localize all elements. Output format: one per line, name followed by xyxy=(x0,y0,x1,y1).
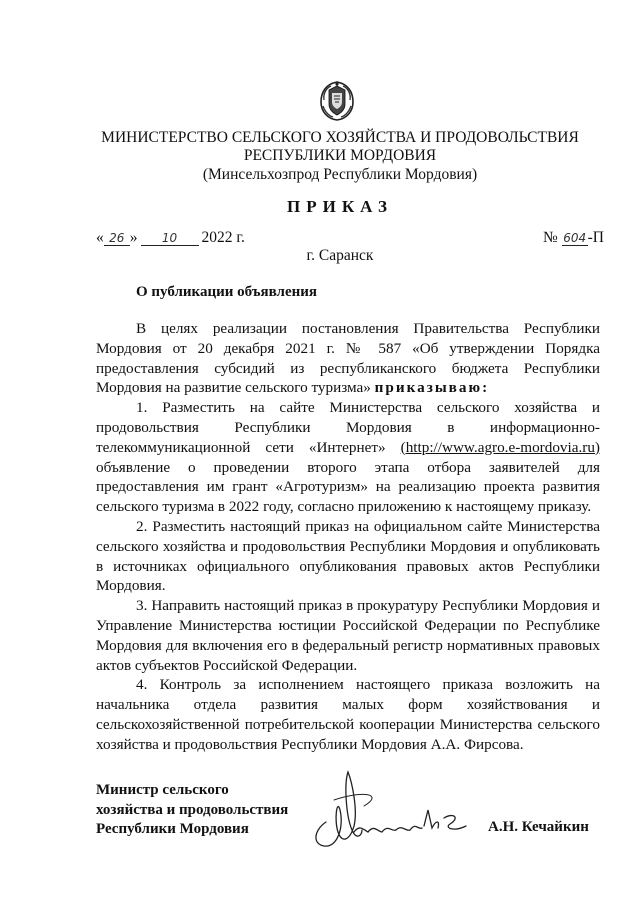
document-city: г. Саранск xyxy=(306,247,374,264)
signatory-title-line1: Министр сельского xyxy=(96,782,229,798)
signatory-title-line2: хозяйства и продовольствия xyxy=(96,801,289,818)
handwritten-number: 604 xyxy=(563,231,587,245)
preamble-text: В целях реализации постановления Правительства Республики Мордовия от 20 декабря 2021 г. № 587 «Об утверждении Порядка предоставления субсидий из республиканского бюджета Республики Мордовия на развитие сельского туризма» xyxy=(96,320,600,397)
document-body xyxy=(96,319,600,755)
item-1-text-a: 1. Разместить на сайте Министерства сельского хозяйства и продовольствия Республики Мордовия в информационно-телекоммуникационной сети «Интернет» xyxy=(96,399,600,456)
signatory-name: А.Н. Кечайкин xyxy=(488,819,589,835)
handwritten-month: 10 xyxy=(141,231,199,246)
number-suffix: -П xyxy=(587,229,604,246)
item-1-paragraph xyxy=(96,398,600,517)
document-type-heading: ПРИКАЗ xyxy=(287,197,393,216)
preamble-paragraph xyxy=(96,319,600,398)
number-prefix: № xyxy=(542,229,558,246)
item-2-paragraph: 2. Разместить настоящий приказ на официальном сайте Министерства сельского хозяйства и продовольствия Республики Мордовия и опубликовать в источниках официального опубликования правовых актов Республики Мордовия. xyxy=(96,517,600,595)
date-year: 2022 г. xyxy=(201,229,245,246)
website-link[interactable]: (http://www.agro.e-mordovia.ru) xyxy=(400,438,600,456)
document-date: « 26 » 10 2022 г. xyxy=(96,229,245,246)
signatory-title xyxy=(96,781,288,840)
document-subject: О публикации объявления xyxy=(136,284,318,300)
item-3-paragraph: 3. Направить настоящий приказ в прокуратуру Республики Мордовия и Управление Министерства юстиции Российской Федерации по Республике Мордовия для включения его в федеральный регистр нормативных правовых актов субъектов Российской Федерации. xyxy=(96,597,600,674)
item-4-paragraph: 4. Контроль за исполнением настоящего приказа возложить на начальника отдела развития малых форм хозяйствования и сельскохозяйственной потребительской кооперации Министерства сельского хозяйства и продовольствия Республики Мордовия А.А. Фирсова. xyxy=(96,676,600,753)
coat-of-arms-emblem xyxy=(318,80,356,122)
ministry-title-line1: МИНИСТЕРСТВО СЕЛЬСКОГО ХОЗЯЙСТВА И ПРОДОВОЛЬСТВИЯ xyxy=(101,129,579,146)
ministry-short-name: (Минсельхозпрод Республики Мордовия) xyxy=(202,166,478,183)
item-1-text-b: объявление о проведении второго этапа отбора заявителей для предоставления им грант «Агротуризм» на реализацию проекта развития сельского туризма в 2022 году, согласно приложению к настоящему приказу. xyxy=(96,458,600,516)
signatory-title-line3: Республики Мордовия xyxy=(96,821,249,837)
ministry-title-line2: РЕСПУБЛИКИ МОРДОВИЯ xyxy=(243,147,437,164)
order-word: приказываю: xyxy=(374,379,490,397)
document-number xyxy=(543,229,604,247)
handwritten-signature xyxy=(304,760,472,856)
handwritten-day: 26 xyxy=(104,231,130,246)
